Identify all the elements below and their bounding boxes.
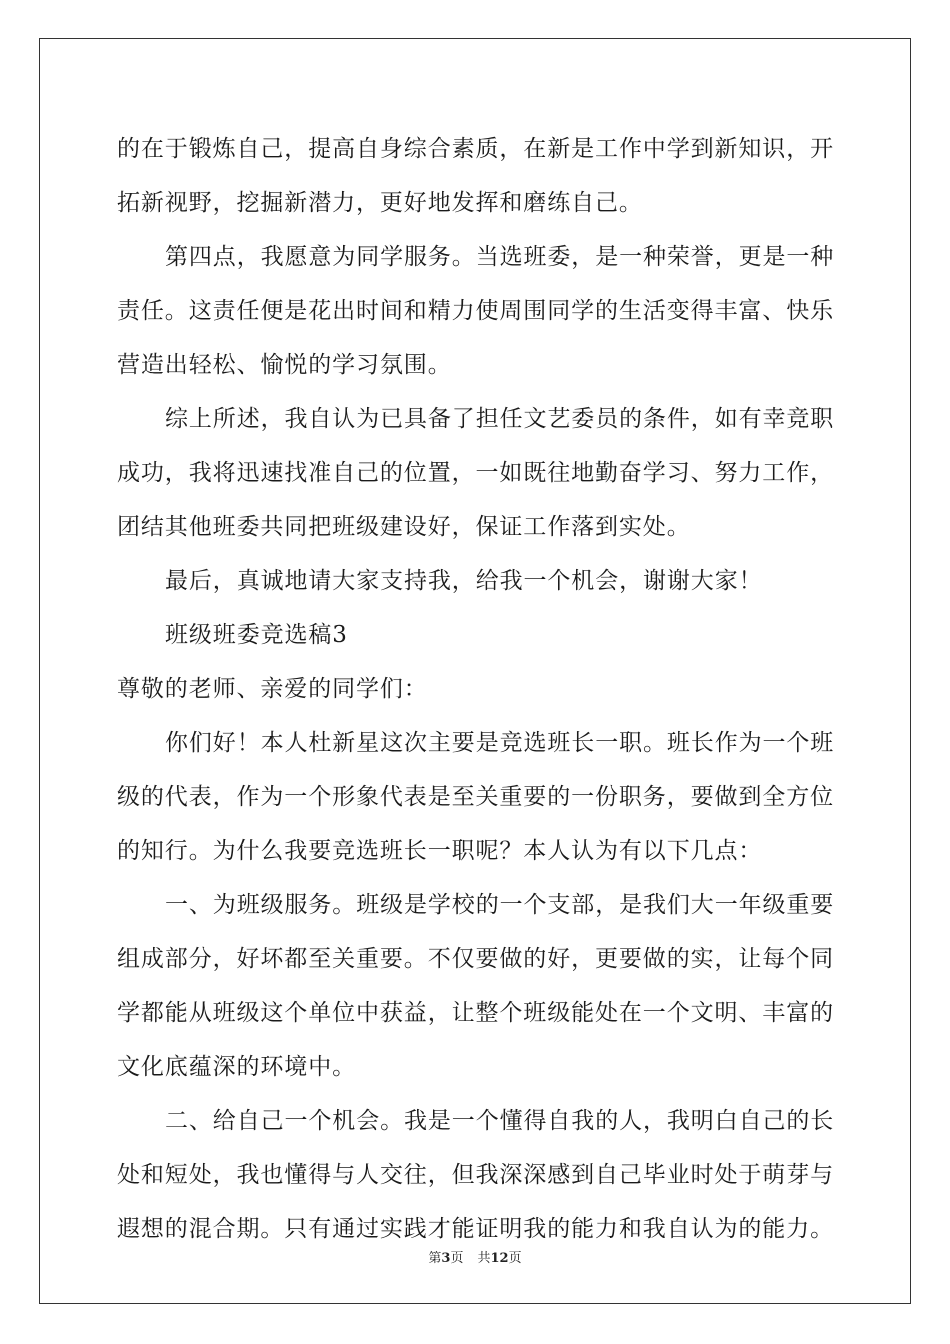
paragraph-line: 遐想的混合期。只有通过实践才能证明我的能力和我自认为的能力。 [117,1216,834,1242]
section-title: 班级班委竞选稿3 [165,622,348,648]
paragraph-line: 文化底蕴深的环境中。 [117,1054,356,1080]
paragraph-line: 二、给自己一个机会。我是一个懂得自我的人，我明白自己的长 [165,1108,835,1134]
paragraph-line: 组成部分，好坏都至关重要。不仅要做的好，更要做的实，让每个同 [117,946,834,972]
paragraph-line: 处和短处，我也懂得与人交往，但我深深感到自己毕业时处于萌芽与 [117,1162,834,1188]
document-body [117,122,833,1256]
paragraph-line: 最后，真诚地请大家支持我，给我一个机会，谢谢大家！ [165,568,763,594]
paragraph-line: 学都能从班级这个单位中获益，让整个班级能处在一个文明、丰富的 [117,1000,834,1026]
total-unit: 页 [508,1251,522,1266]
paragraph-line: 一、为班级服务。班级是学校的一个支部，是我们大一年级重要 [165,892,835,918]
paragraph-line: 营造出轻松、愉悦的学习氛围。 [117,352,452,378]
page-unit: 页 [450,1251,464,1266]
page-prefix: 第 [428,1251,442,1266]
total-page-number: 12 [490,1251,509,1266]
page-footer [0,1247,950,1266]
paragraph-line: 的知行。为什么我要竞选班长一职呢？本人认为有以下几点： [117,838,763,864]
paragraph-line: 级的代表，作为一个形象代表是至关重要的一份职务，要做到全方位 [117,784,834,810]
paragraph-line: 责任。这责任便是花出时间和精力使周围同学的生活变得丰富、快乐 [117,298,834,324]
paragraph-line: 拓新视野，挖掘新潜力，更好地发挥和磨练自己。 [117,190,643,216]
paragraph-line: 团结其他班委共同把班级建设好，保证工作落到实处。 [117,514,691,540]
paragraph-line: 你们好！本人杜新星这次主要是竞选班长一职。班长作为一个班 [165,730,835,756]
paragraph-line: 综上所述，我自认为已具备了担任文艺委员的条件，如有幸竞职 [165,406,835,432]
paragraph-line: 成功，我将迅速找准自己的位置，一如既往地勤奋学习、努力工作， [117,460,834,486]
total-prefix: 共 [477,1251,491,1266]
paragraph-line: 的在于锻炼自己，提高自身综合素质，在新是工作中学到新知识，开 [117,136,834,162]
paragraph-line: 第四点，我愿意为同学服务。当选班委，是一种荣誉，更是一种 [165,244,835,270]
salutation: 尊敬的老师、亲爱的同学们： [117,676,428,702]
current-page-number: 3 [441,1251,451,1266]
